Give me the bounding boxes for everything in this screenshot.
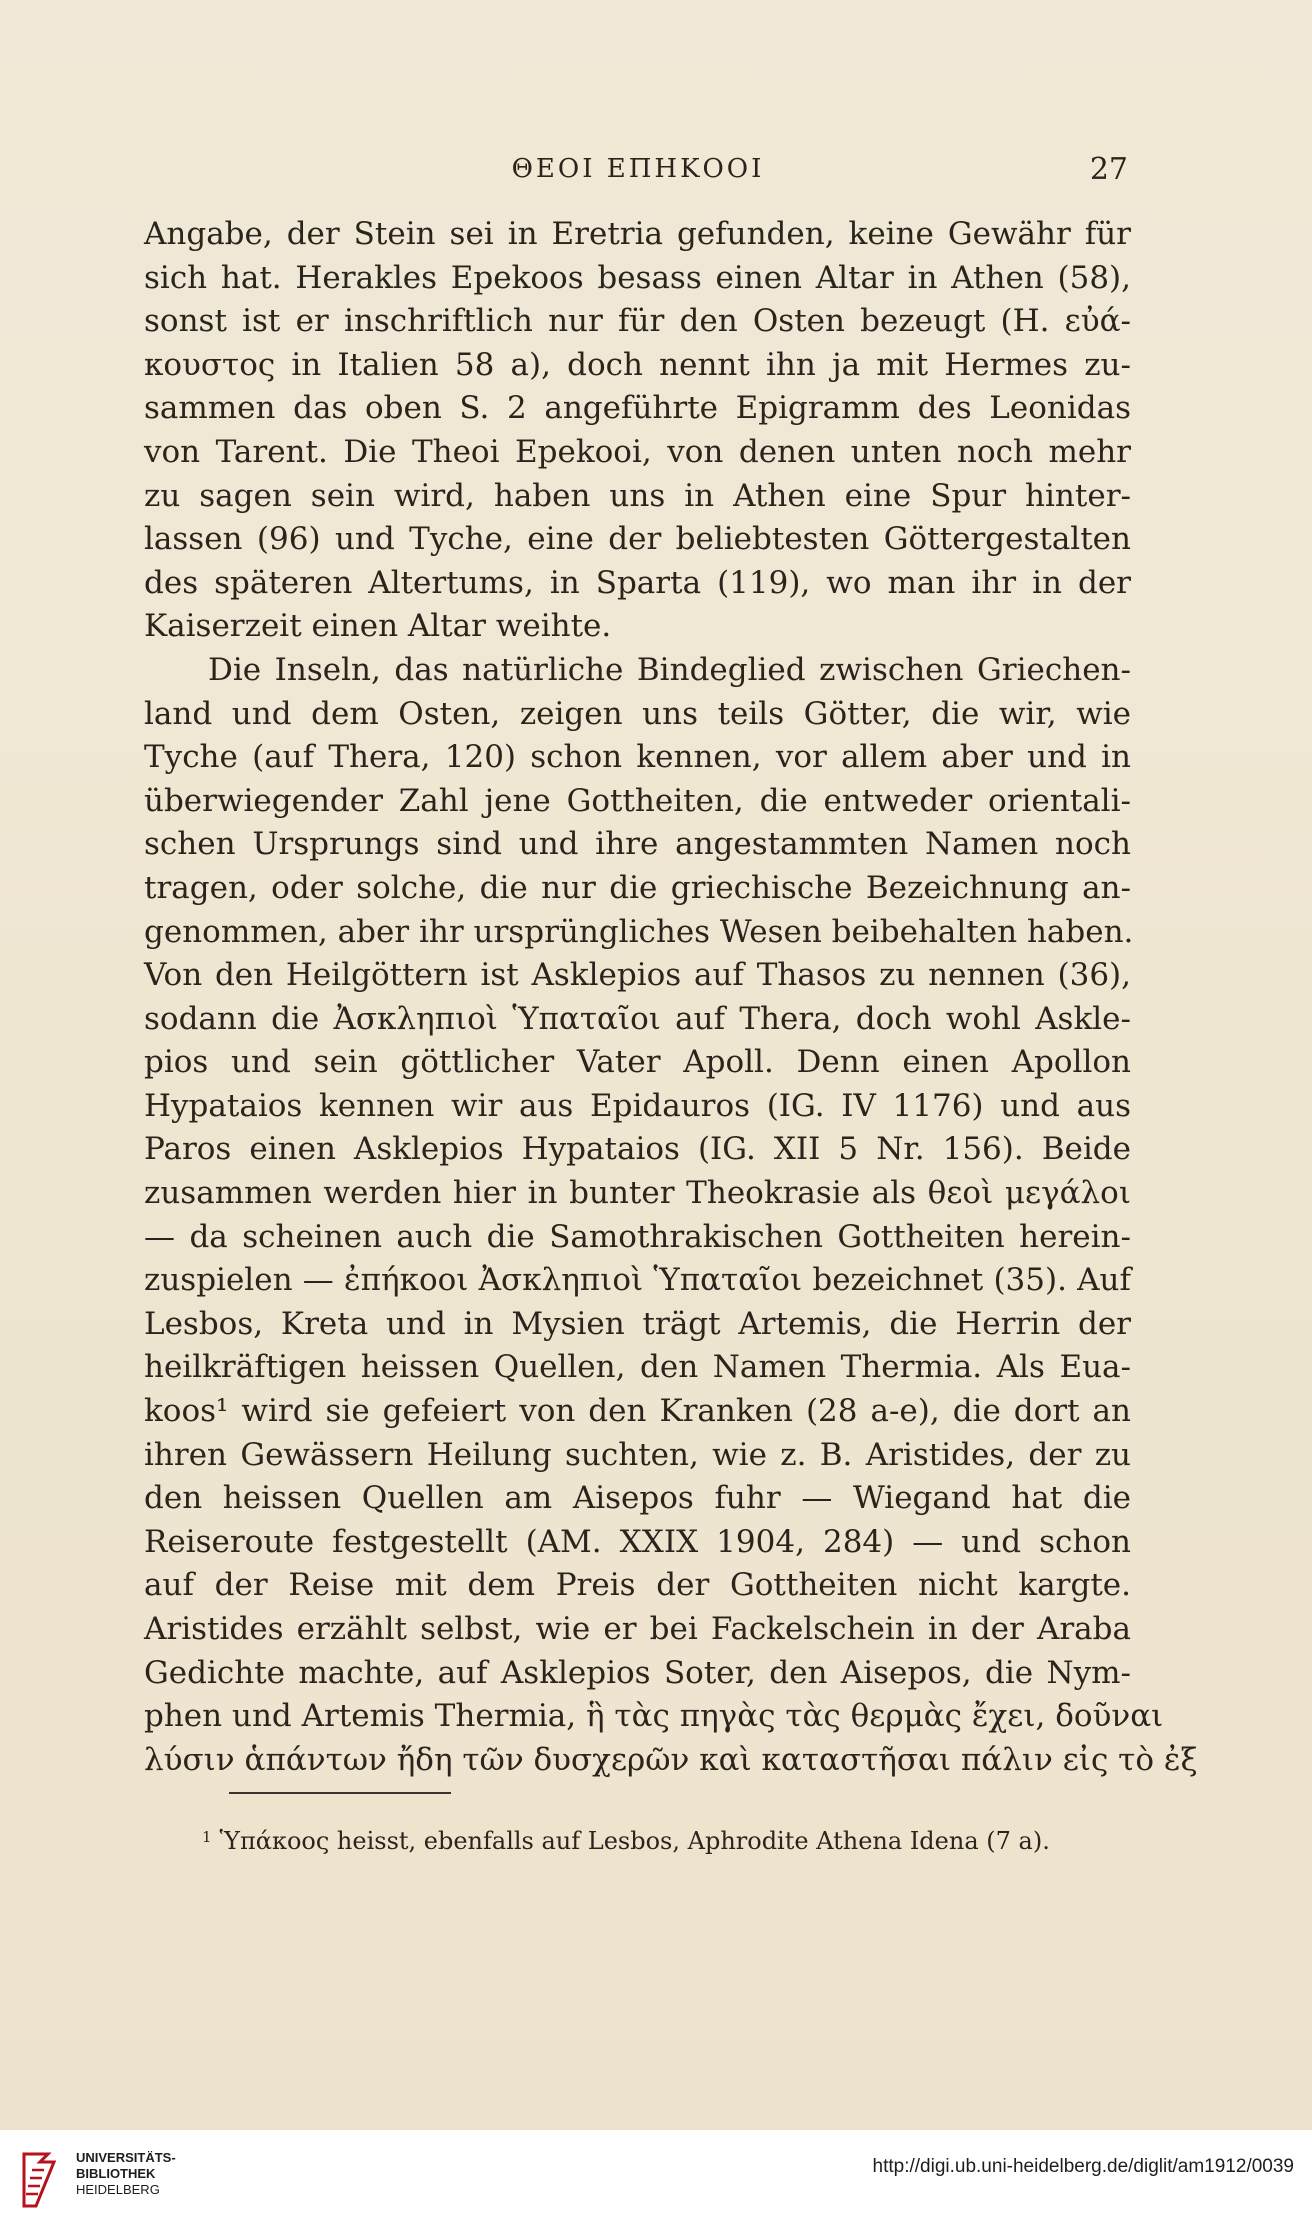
text-line: land und dem Osten, zeigen uns teils Götter, die wir, wie [144,695,1131,732]
text-line: Reiseroute festgestellt (AM. XXIX 1904, 284) — und schon [144,1523,1131,1560]
footnote-rule [229,1792,451,1794]
text-line: lassen (96) und Tyche, eine der beliebtesten Göttergestalten [144,521,1131,558]
text-line: Von den Heilgöttern ist Asklepios auf Thasos zu nennen (36), [144,957,1131,994]
text-line: λύσιν ἁπάντων ἤδη τῶν δυσχερῶν καὶ καταστῆσαι πάλιν εἰς τὸ ἐξ [144,1741,1198,1778]
footnote [144,1820,1131,1858]
text-line: Kaiserzeit einen Altar weihte. [144,608,612,645]
footnote-text: Ὑπάκοος heisst, ebenfalls auf Lesbos, Aphrodite Athena Idena (7 a). [219,1827,1050,1855]
text-line: Hypataios kennen wir aus Epidauros (IG. IV 1176) und aus [144,1087,1131,1124]
text-line: sich hat. Herakles Epekoos besass einen Altar in Athen (58), [144,259,1131,296]
page-number: 27 [1089,152,1128,187]
text-line: Angabe, der Stein sei in Eretria gefunden, keine Gewähr für [144,216,1131,252]
text-line: genommen, aber ihr ursprüngliches Wesen beibehalten haben. [144,913,1134,950]
text-line: sonst ist er inschriftlich nur für den Osten bezeugt (H. εὐά- [144,303,1131,340]
text-line: sammen das oben S. 2 angeführte Epigramm des Leonidas [144,390,1131,427]
text-line: von Tarent. Die Theoi Epekooi, von denen unten noch mehr [144,433,1131,470]
text-line: Tyche (auf Thera, 120) schon kennen, vor allem aber und in [144,739,1131,776]
text-line: zu sagen sein wird, haben uns in Athen eine Spur hinter- [144,477,1131,514]
running-title: ΘΕΟΙ ΕΠΗΚΟΟΙ [511,154,765,184]
text-line: Gedichte machte, auf Asklepios Soter, den Aisepos, die Nym- [144,1654,1131,1691]
text-line: schen Ursprungs sind und ihre angestammten Namen noch [144,826,1131,863]
library-name [76,2150,176,2198]
text-line: pios und sein göttlicher Vater Apoll. Denn einen Apollon [144,1044,1131,1081]
library-name-line: BIBLIOTHEK [76,2166,156,2181]
text-line: des späteren Altertums, in Sparta (119), wo man ihr in der [144,564,1131,601]
viewer-footer [0,2130,1312,2226]
text-line: den heissen Quellen am Aisepos fuhr — Wiegand hat die [144,1480,1131,1517]
page-header [148,150,1128,190]
text-line: sodann die Ἀσκληπιοὶ Ὑπαταῖοι auf Thera, doch wohl Askle- [144,1000,1131,1037]
text-line: zusammen werden hier in bunter Theokrasie als θεοὶ μεγάλοι [144,1175,1131,1212]
library-name-line: UNIVERSITÄTS- [76,2150,176,2165]
text-line: Aristides erzählt selbst, wie er bei Fackelschein in der Araba [144,1611,1131,1647]
text-line: auf der Reise mit dem Preis der Gottheiten nicht kargte. [144,1567,1131,1604]
text-line: Paros einen Asklepios Hypataios (IG. XII 5 Nr. 156). Beide [144,1131,1131,1168]
footnote-marker: 1 [202,1828,212,1846]
text-line: Lesbos, Kreta und in Mysien trägt Artemis, die Herrin der [144,1305,1131,1342]
text-line: zuspielen — ἐπήκοοι Ἀσκληπιοὶ Ὑπαταῖοι bezeichnet (35). Auf [144,1262,1131,1299]
text-line: Die Inseln, das natürliche Bindeglied zwischen Griechen- [208,651,1131,688]
text-line: κουστος in Italien 58 a), doch nennt ihn ja mit Hermes zu- [144,346,1131,383]
library-name-line: HEIDELBERG [76,2182,160,2197]
text-line: tragen, oder solche, die nur die griechische Bezeichnung an- [144,869,1131,906]
text-line: heilkräftigen heissen Quellen, den Namen Thermia. Als Eua- [144,1349,1131,1386]
text-line: überwiegender Zahl jene Gottheiten, die entweder orientali- [144,782,1131,819]
body-text [144,213,1198,1782]
university-library-logo-icon[interactable] [14,2148,66,2212]
text-line: phen und Artemis Thermia, ἣ τὰς πηγὰς τὰς θερμὰς ἔχει, δοῦναι [144,1698,1164,1735]
text-line: koos¹ wird sie gefeiert von den Kranken (28 a-e), die dort an [144,1393,1131,1430]
permalink-url[interactable]: http://digi.ub.uni-heidelberg.de/diglit/am1912/0039 [872,2156,1294,2177]
text-line: ihren Gewässern Heilung suchten, wie z. B. Aristides, der zu [144,1436,1131,1473]
text-line: — da scheinen auch die Samothrakischen Gottheiten herein- [144,1218,1131,1255]
